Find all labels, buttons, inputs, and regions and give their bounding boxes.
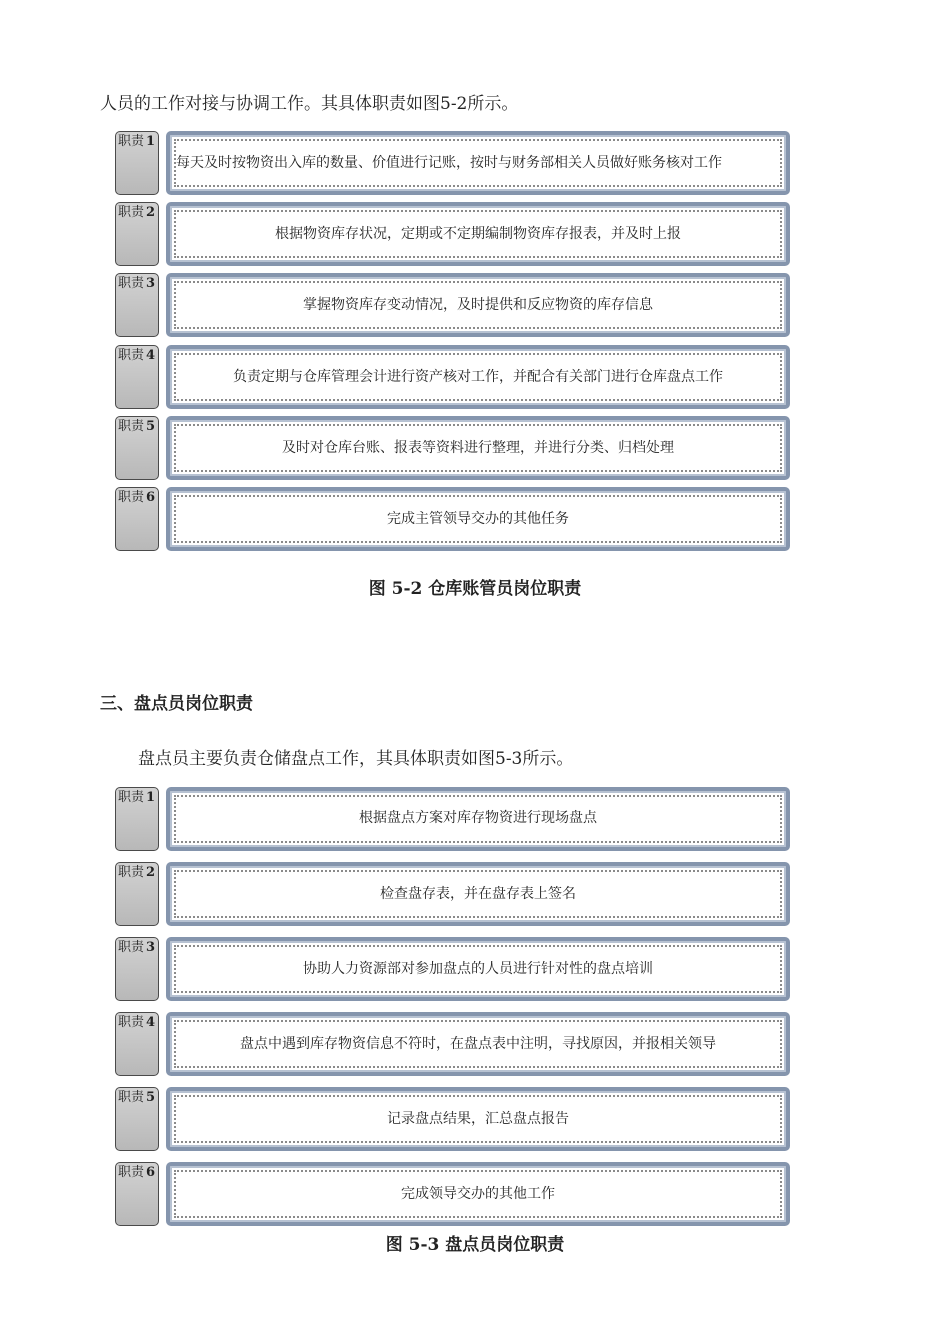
duty-box [166, 202, 790, 266]
duty-tag: 职责 4 [115, 345, 159, 409]
duty-row-2 [115, 862, 790, 928]
duty-tag: 职责 2 [115, 202, 159, 266]
section-heading: 三、盘点员岗位职责 [100, 694, 253, 714]
duty-box [166, 487, 790, 551]
duty-tag: 职责 5 [115, 416, 159, 480]
duty-box [166, 1012, 790, 1076]
duty-box [166, 416, 790, 480]
duty-text: 检查盘存表，并在盘存表上签名 [174, 870, 782, 918]
duty-row-1 [115, 787, 790, 853]
duty-box [166, 273, 790, 337]
duty-row-5 [115, 1087, 790, 1153]
duty-row-2 [115, 202, 790, 268]
duty-row-4 [115, 345, 790, 411]
duty-row-6 [115, 1162, 790, 1228]
duty-tag: 职责 5 [115, 1087, 159, 1151]
duty-box [166, 131, 790, 195]
duty-tag: 职责 4 [115, 1012, 159, 1076]
duty-text: 完成领导交办的其他工作 [174, 1170, 782, 1218]
duty-tag: 职责 3 [115, 937, 159, 1001]
duty-box [166, 1087, 790, 1151]
duty-row-4 [115, 1012, 790, 1078]
duty-row-5 [115, 416, 790, 482]
duty-text: 完成主管领导交办的其他任务 [174, 495, 782, 543]
duty-tag: 职责 3 [115, 273, 159, 337]
duty-box [166, 787, 790, 851]
duty-text: 记录盘点结果，汇总盘点报告 [174, 1095, 782, 1143]
duty-row-1 [115, 131, 790, 197]
duty-tag: 职责 6 [115, 1162, 159, 1226]
figure-5-2-caption: 图 5-2 仓库账管员岗位职责 [368, 579, 582, 599]
duty-box [166, 1162, 790, 1226]
duty-text: 协助人力资源部对参加盘点的人员进行针对性的盘点培训 [174, 945, 782, 993]
duty-text: 盘点中遇到库存物资信息不符时，在盘点表中注明，寻找原因，并报相关领导 [174, 1020, 782, 1068]
figure-5-2-diagram [115, 131, 790, 553]
duty-box [166, 937, 790, 1001]
duty-row-3 [115, 273, 790, 339]
duty-row-3 [115, 937, 790, 1003]
figure-5-3-diagram [115, 787, 790, 1227]
duty-row-6 [115, 487, 790, 553]
duty-text: 掌握物资库存变动情况，及时提供和反应物资的库存信息 [174, 281, 782, 329]
duty-tag: 职责 1 [115, 787, 159, 851]
duty-tag: 职责 1 [115, 131, 159, 195]
duty-text: 负责定期与仓库管理会计进行资产核对工作，并配合有关部门进行仓库盘点工作 [174, 353, 782, 401]
duty-box [166, 345, 790, 409]
duty-text: 及时对仓库台账、报表等资料进行整理，并进行分类、归档处理 [174, 424, 782, 472]
duty-tag: 职责 6 [115, 487, 159, 551]
duty-text: 根据物资库存状况，定期或不定期编制物资库存报表，并及时上报 [174, 210, 782, 258]
duty-text: 根据盘点方案对库存物资进行现场盘点 [174, 795, 782, 843]
figure-5-3-caption: 图 5-3 盘点员岗位职责 [385, 1235, 565, 1255]
duty-box [166, 862, 790, 926]
duty-tag: 职责 2 [115, 862, 159, 926]
section-paragraph: 盘点员主要负责仓储盘点工作，其具体职责如图5-3所示。 [138, 749, 574, 769]
duty-text: 每天及时按物资出入库的数量、价值进行记账，按时与财务部相关人员做好账务核对工作 [174, 139, 782, 187]
intro-paragraph: 人员的工作对接与协调工作。其具体职责如图5-2所示。 [100, 94, 519, 114]
